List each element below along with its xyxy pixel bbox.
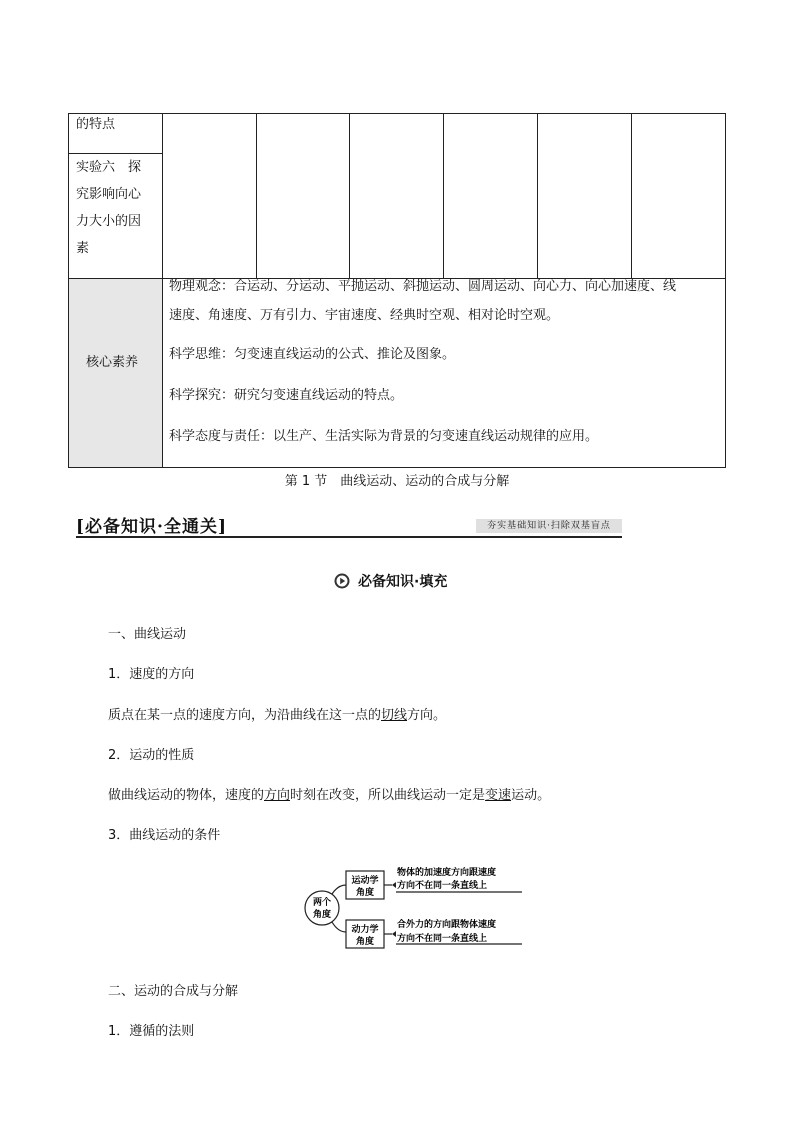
fill-answer: 方向	[264, 788, 291, 803]
connector	[332, 922, 346, 932]
item-title: 2．运动的性质	[108, 748, 195, 763]
box-label: 角度	[355, 888, 375, 898]
experiment-label-line: 究影响向心	[76, 187, 142, 202]
subheading-text: 必备知识·填充	[358, 574, 448, 590]
core-line: 科学态度与责任：以生产、生活实际为背景的匀变速直线运动规律的应用。	[169, 429, 599, 444]
core-competency-label: 核心素养	[86, 355, 139, 370]
core-line: 物理观念：合运动、分运动、平抛运动、斜抛运动、圆周运动、向心力、向心加速度、线	[169, 279, 677, 294]
core-line: 速度、角速度、万有引力、宇宙速度、经典时空观、相对论时空观。	[169, 308, 560, 323]
item-title: 1．遵循的法则	[108, 1024, 195, 1039]
connector	[332, 885, 346, 894]
center-label: 两个	[312, 898, 332, 908]
condition-text: 合外力的方向跟物体速度	[397, 920, 497, 930]
table-col-divider	[631, 113, 632, 279]
item-title: 1．速度的方向	[108, 667, 195, 682]
heading-composition: 二、运动的合成与分解	[108, 984, 239, 999]
table-top-border	[68, 113, 726, 114]
section-tagline: 夯实基础知识·扫除双基盲点	[476, 519, 622, 533]
core-line: 科学思维：匀变速直线运动的公式、推论及图象。	[169, 347, 456, 362]
section-caption: 第 1 节 曲线运动、运动的合成与分解	[284, 474, 510, 489]
table-col-divider	[349, 113, 350, 279]
condition-diagram	[300, 860, 530, 955]
experiment-label-line: 实验六 探	[76, 160, 142, 175]
table-left-border	[68, 113, 69, 468]
paragraph: 质点在某一点的速度方向，为沿曲线在这一点的切线方向。	[108, 708, 447, 723]
core-line: 科学探究：研究匀变速直线运动的特点。	[169, 388, 404, 403]
experiment-label-line: 力大小的因	[76, 214, 142, 229]
heading-curved-motion: 一、曲线运动	[108, 627, 187, 642]
table-col-divider	[443, 113, 444, 279]
box-label: 运动学	[351, 876, 379, 886]
table-top-row-label: 的特点	[76, 117, 116, 132]
subheading	[334, 571, 447, 591]
box-label: 角度	[355, 937, 375, 947]
condition-text: 方向不在同一条直线上	[397, 934, 488, 944]
box-label: 动力学	[351, 925, 379, 935]
center-label: 角度	[312, 910, 332, 920]
requirements-table	[68, 113, 726, 468]
condition-text: 方向不在同一条直线上	[397, 881, 488, 891]
fill-answer: 切线	[381, 708, 408, 723]
table-col-divider	[162, 113, 163, 468]
section-title: [必备知识·全通关]	[76, 517, 228, 537]
arrow-icon	[392, 882, 396, 888]
table-col-divider	[256, 113, 257, 279]
table-col-divider	[537, 113, 538, 279]
section-rule	[76, 536, 622, 538]
condition-text: 物体的加速度方向跟速度	[397, 868, 497, 878]
fill-answer: 变速	[485, 788, 512, 803]
table-bottom-border	[68, 467, 726, 468]
item-title: 3．曲线运动的条件	[108, 828, 221, 843]
table-right-border	[725, 113, 726, 468]
play-circle-icon	[334, 573, 350, 589]
paragraph: 做曲线运动的物体，速度的方向时刻在改变，所以曲线运动一定是变速运动。	[108, 788, 551, 803]
arrow-icon	[392, 931, 396, 937]
experiment-label-line: 素	[76, 241, 90, 256]
